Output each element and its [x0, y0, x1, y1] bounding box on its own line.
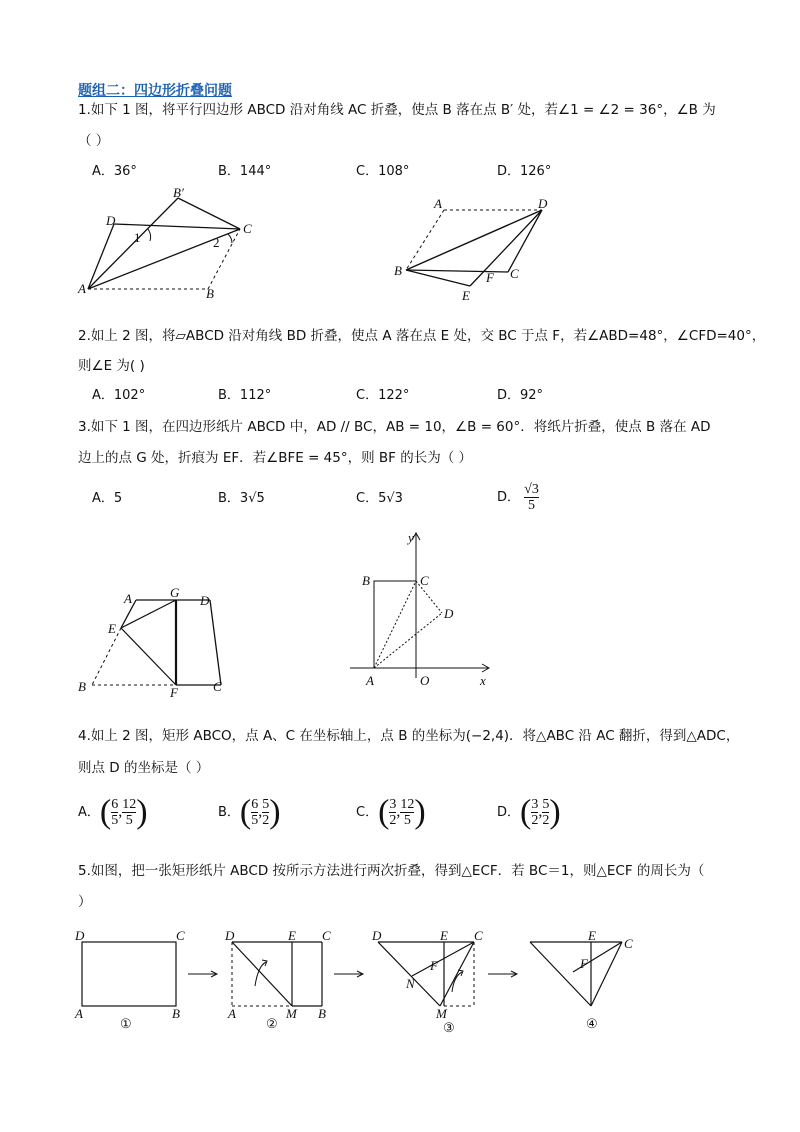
q4-d-x-num: 3: [531, 797, 539, 812]
q3-choice-a: A．5: [92, 491, 123, 506]
q4-c-x-num: 3: [389, 797, 397, 812]
q4-choice-a: A．( $\frac{6}{5}$ , $\frac{12}{5}$ ): [78, 793, 148, 831]
q4-fig-label-x: x: [480, 673, 486, 688]
q5-s3-e: E: [440, 928, 448, 943]
q4-d-y-den: 2: [542, 813, 550, 828]
q3-choice-d-label: D．: [497, 490, 521, 505]
q4-c-y-den: 5: [403, 813, 411, 828]
q1-figure-parallelogram: [70, 185, 270, 300]
q4-c-x-den: 2: [389, 813, 397, 828]
q3-choice-d-fraction: [524, 482, 539, 513]
q5-s3-n: N: [406, 976, 415, 991]
q4-b-y-num: 5: [262, 797, 270, 812]
q5-step-2-label: ②: [266, 1016, 278, 1031]
q5-s2-d: D: [225, 928, 235, 943]
q5-s2-e: E: [288, 928, 296, 943]
q5-s1-c: C: [176, 928, 185, 943]
q1-choice-c: C．108°: [356, 164, 410, 179]
q4-a-x-num: 6: [111, 797, 119, 812]
q5-line1: 5.如图，把一张矩形纸片 ABCD 按所示方法进行两次折叠，得到△ECF．若 BC＝1，则△ECF 的周长为（: [78, 863, 705, 879]
q5-s3-d: D: [372, 928, 382, 943]
fig1-label-a: A: [78, 281, 86, 296]
q4-a-y-den: 5: [125, 813, 133, 828]
q3-choice-d: [497, 482, 539, 513]
fig2-label-d: D: [538, 196, 548, 211]
q4-figure-coordinate: [346, 528, 496, 688]
q4-choice-a-label: A．: [78, 805, 100, 820]
q4-d-x-den: 2: [531, 813, 539, 828]
fig1-label-c: C: [243, 221, 252, 236]
q4-choice-b-label: B．: [218, 805, 240, 820]
q4-choice-d: D．( $\frac{3}{2}$ , $\frac{5}{2}$ ): [497, 793, 561, 831]
q4-a-y-num: 12: [122, 797, 137, 812]
q1-choice-a: A．36°: [92, 164, 137, 179]
q5-s1-d: D: [75, 928, 85, 943]
q3-figure-trapezoid: [74, 585, 234, 700]
q3-line1: 3.如下 1 图，在四边形纸片 ABCD 中，AD // BC，AB = 10，∠B = 60°．将纸片折叠，使点 B 落在 AD: [78, 419, 711, 435]
q4-fig-label-y: y: [408, 530, 414, 545]
q4-choice-d-label: D．: [497, 805, 521, 820]
fig1-label-2: 2: [213, 235, 220, 250]
q5-line2: ）: [78, 894, 92, 910]
q4-b-x-num: 6: [251, 797, 259, 812]
q4-fig-label-b: B: [362, 573, 370, 588]
q4-fig-label-d: D: [444, 606, 454, 621]
q4-fig-label-o: O: [420, 673, 430, 688]
q4-choice-b: B．( $\frac{6}{5}$ , $\frac{5}{2}$ ): [218, 793, 281, 831]
q1-choice-d: D．126°: [497, 164, 552, 179]
q2-line1: 2.如上 2 图，将▱ABCD 沿对角线 BD 折叠，使点 A 落在点 E 处，交 BC 于点 F，若∠ABD=48°，∠CFD=40°，: [78, 328, 766, 344]
q3-fig-label-c: C: [213, 679, 222, 694]
q2-figure-parallelogram: [390, 192, 560, 304]
q2-choice-c: C．122°: [356, 388, 410, 403]
q4-choice-c: C．( $\frac{3}{2}$ , $\frac{12}{5}$ ): [356, 793, 426, 831]
q2-choice-a: A．102°: [92, 388, 146, 403]
q3-fig-label-b: B: [78, 679, 86, 694]
q5-s2-a: A: [228, 1006, 236, 1021]
q3-fig-label-g: G: [170, 585, 180, 600]
q4-choice-c-label: C．: [356, 805, 379, 820]
q4-fig-label-c: C: [420, 573, 429, 588]
q3-fig-label-d: D: [200, 593, 210, 608]
fig1-label-1: 1: [134, 230, 141, 245]
q3-fig-label-a: A: [124, 591, 132, 606]
q5-s1-b: B: [172, 1006, 180, 1021]
q4-a-x-den: 5: [111, 813, 119, 828]
q4-d-y-num: 5: [542, 797, 550, 812]
section-title: 题组二：四边形折叠问题: [78, 83, 232, 99]
q2-choice-b: B．112°: [218, 388, 272, 403]
q3-choice-d-numerator: √3: [524, 482, 539, 497]
q5-step-3-label: ③: [443, 1020, 455, 1035]
q4-c-y-num: 12: [400, 797, 415, 812]
q5-s1-a: A: [75, 1006, 83, 1021]
q5-step-4-label: ④: [586, 1016, 598, 1031]
fig1-label-b1: B′: [173, 185, 184, 200]
q5-s4-c: C: [624, 936, 633, 951]
fig1-label-b: B: [206, 286, 214, 300]
fig2-label-c: C: [510, 266, 519, 281]
q3-line2: 边上的点 G 处，折痕为 EF．若∠BFE = 45°，则 BF 的长为（ ）: [78, 450, 473, 466]
q5-s4-e: E: [588, 928, 596, 943]
q5-s2-m: M: [286, 1006, 297, 1021]
q3-choice-c: C．5√3: [356, 491, 403, 506]
q1-paren: （ ）: [78, 133, 110, 149]
fig2-label-e: E: [462, 288, 470, 303]
fig2-label-f: F: [486, 270, 494, 285]
q2-line2: 则∠E 为( ): [78, 358, 145, 374]
q3-choice-b: B．3√5: [218, 491, 265, 506]
q5-s3-c: C: [474, 928, 483, 943]
q5-s3-m: M: [436, 1006, 447, 1021]
q5-s4-f: F: [580, 956, 588, 971]
q5-step-1-label: ①: [120, 1016, 132, 1031]
q3-fig-label-f: F: [170, 685, 178, 700]
fig2-label-b: B: [394, 263, 402, 278]
q4-line2: 则点 D 的坐标是（ ）: [78, 760, 210, 776]
q4-b-x-den: 5: [251, 813, 259, 828]
q5-s3-f: F: [430, 958, 438, 973]
q4-fig-label-a: A: [366, 673, 374, 688]
q1-text: 1.如下 1 图，将平行四边形 ABCD 沿对角线 AC 折叠，使点 B 落在点 B′ 处，若∠1 = ∠2 = 36°，∠B 为: [78, 102, 716, 118]
q3-fig-label-e: E: [108, 621, 116, 636]
q2-choice-d: D．92°: [497, 388, 544, 403]
q4-b-y-den: 2: [262, 813, 270, 828]
q5-figure-steps: [70, 926, 650, 1046]
q1-choice-b: B．144°: [218, 164, 272, 179]
fig2-label-a: A: [434, 196, 442, 211]
q5-s2-b: B: [318, 1006, 326, 1021]
q5-s2-c: C: [322, 928, 331, 943]
q4-line1: 4.如上 2 图，矩形 ABCO，点 A、C 在坐标轴上，点 B 的坐标为(−2,4)．将△ABC 沿 AC 翻折，得到△ADC，: [78, 728, 740, 744]
q3-choice-d-denominator: 5: [528, 498, 535, 513]
fig1-label-d: D: [106, 213, 116, 228]
